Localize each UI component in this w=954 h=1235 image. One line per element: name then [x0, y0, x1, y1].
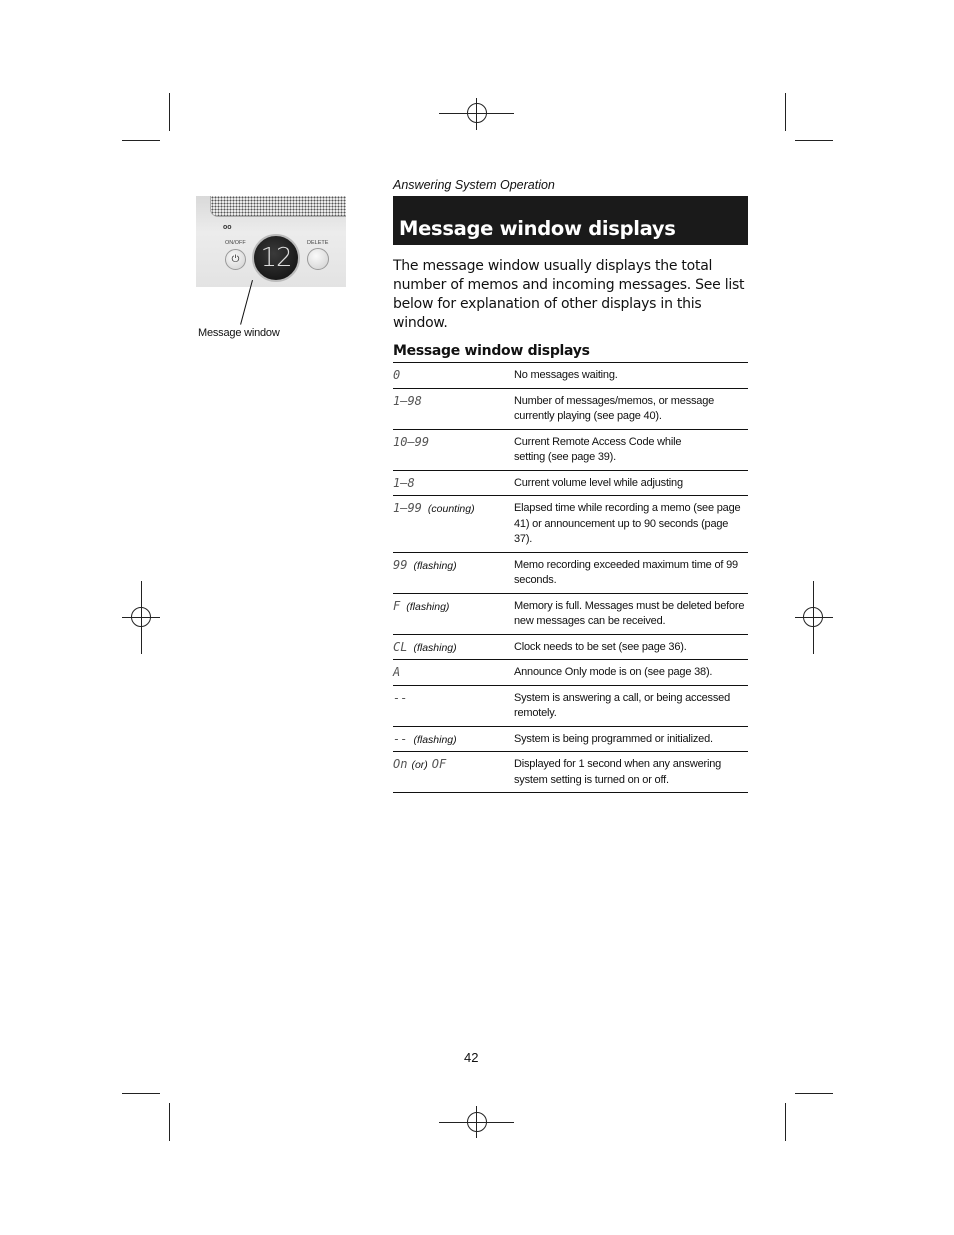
table-row [393, 727, 748, 753]
display-description: Current Remote Access Code while setting (see page 39). [514, 435, 682, 463]
page-title: Message window displays [399, 217, 676, 240]
crop-mark [785, 1103, 786, 1141]
intro-paragraph: The message window usually displays the total number of memos and incoming messages. See list below for explanation of other displays in this window. [393, 258, 745, 331]
callout-label: Message window [198, 327, 280, 339]
display-description: No messages waiting. [514, 369, 618, 381]
title-bar [393, 196, 748, 245]
message-window-display: 12 [252, 234, 300, 282]
display-code: 0 [393, 368, 401, 382]
display-code: F [393, 598, 401, 613]
display-code: On [393, 757, 408, 771]
crop-mark [785, 93, 786, 131]
table-row [393, 660, 748, 686]
display-description: System is answering a call, or being accessed remotely. [514, 691, 730, 719]
display-note: (flashing) [406, 600, 450, 613]
page-number: 42 [464, 1050, 479, 1065]
crop-mark [169, 1103, 170, 1141]
display-code: 1–98 [393, 393, 422, 408]
table-row [393, 363, 748, 389]
crop-mark [169, 93, 170, 131]
speaker-grille [210, 196, 346, 217]
display-note: (flashing) [413, 733, 457, 746]
display-or-text: (or) [411, 759, 428, 771]
display-note: (flashing) [413, 641, 457, 654]
table-row [393, 752, 748, 793]
display-code: 1–99 [393, 501, 422, 515]
power-icon: ⏻ [231, 254, 240, 265]
table-row [393, 430, 748, 471]
display-table [393, 363, 748, 793]
crop-mark [122, 140, 160, 141]
registration-mark [467, 1112, 487, 1132]
display-code: 1–8 [393, 475, 415, 490]
display-code: 10–99 [393, 434, 430, 449]
table-row [393, 594, 748, 635]
table-row [393, 389, 748, 430]
display-code: CL [393, 639, 408, 654]
display-description: Announce Only mode is on (see page 38). [514, 666, 713, 678]
table-row [393, 686, 748, 727]
voicemail-icon: oo [223, 224, 232, 231]
display-note: (flashing) [413, 559, 457, 572]
table-row [393, 471, 748, 497]
display-code: -- [393, 690, 408, 705]
power-button [225, 249, 246, 270]
display-code: -- [393, 731, 408, 746]
delete-label: DELETE [307, 240, 329, 246]
display-code-alt: OF [431, 757, 447, 771]
display-description: Memo recording exceeded maximum time of 99 seconds. [514, 558, 738, 586]
display-code: 99 [393, 557, 408, 572]
display-description: Number of messages/memos, or message currently playing (see page 40). [514, 394, 715, 422]
display-description: Memory is full. Messages must be deleted before new messages can be received. [514, 599, 745, 627]
answering-machine-illustration [196, 196, 346, 287]
display-description: System is being programmed or initialized. [514, 732, 713, 745]
section-label: Answering System Operation [393, 178, 555, 192]
display-description: Current volume level while adjusting [514, 476, 683, 489]
crop-mark [122, 1093, 160, 1094]
registration-mark [131, 607, 151, 627]
delete-button [307, 248, 329, 270]
on-off-label: ON/OFF [225, 240, 246, 246]
display-description: Displayed for 1 second when any answering system setting is turned on or off. [514, 758, 722, 786]
table-row [393, 635, 748, 661]
display-note: (counting) [427, 503, 475, 515]
crop-mark [795, 140, 833, 141]
table-row [393, 496, 748, 553]
table-row [393, 553, 748, 594]
registration-mark [803, 607, 823, 627]
table-heading: Message window displays [393, 343, 590, 359]
registration-mark [467, 103, 487, 123]
display-description: Clock needs to be set (see page 36). [514, 640, 687, 653]
display-code: A [393, 665, 401, 679]
crop-mark [795, 1093, 833, 1094]
display-description: Elapsed time while recording a memo (see page 41) or announcement up to 90 seconds (page 37). [514, 502, 741, 545]
